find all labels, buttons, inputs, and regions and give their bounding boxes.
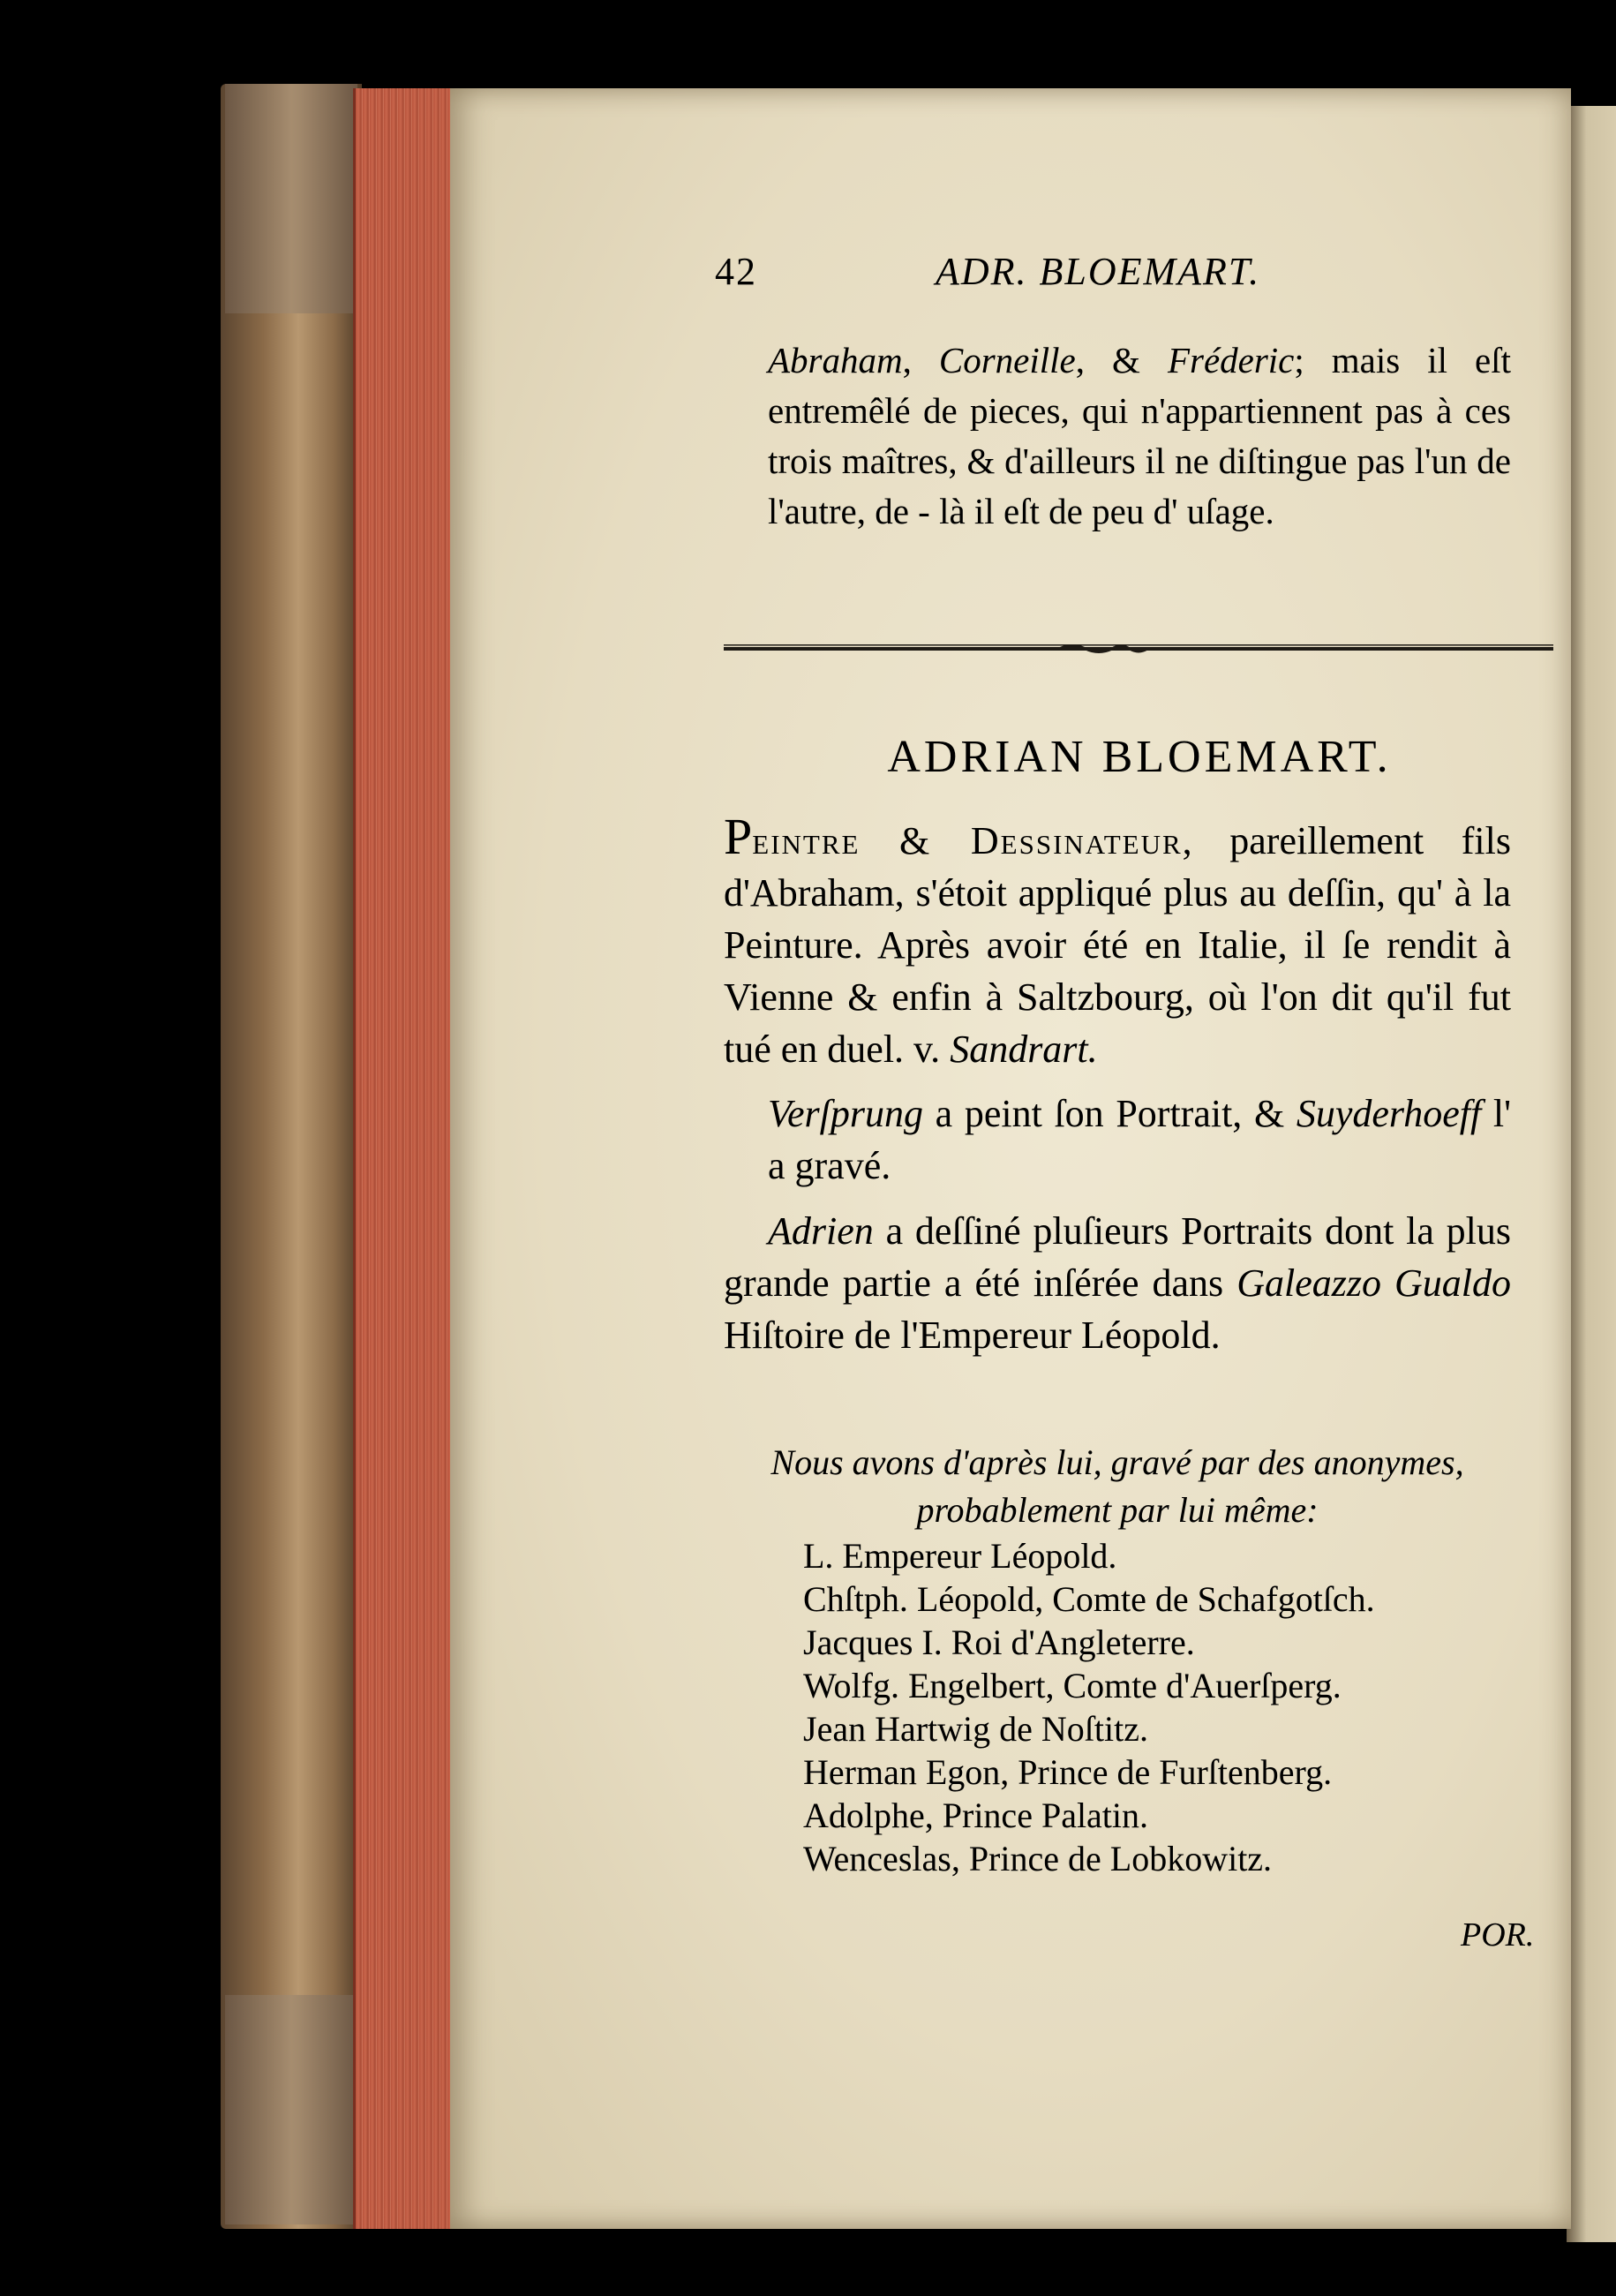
portrait-text: a peint ſon Portrait, & (935, 1092, 1285, 1135)
list-item: Jean Hartwig de Noſtitz. (803, 1709, 1148, 1749)
book-spine (221, 84, 362, 2229)
spine-band-top (225, 84, 357, 313)
ornamental-rule (724, 643, 1553, 655)
drawings-text-end: Hiſtoire de l'Empereur Léopold. (724, 1314, 1221, 1357)
artist-name: Adrien (768, 1209, 874, 1253)
list-item: Wolfg. Engelbert, Comte d'Auerſperg. (803, 1666, 1342, 1705)
name-frederic: Fréderic (1167, 340, 1295, 380)
biography-text: , pareillement fils d'Abraham, s'étoit appliqué plus au deſſin, qu' à la Peinture. Après avoir été en Italie, il ſe rendit à Vienne & enfin à Saltzbourg, où l'on dit qu'il fut tué en duel. v. (724, 819, 1511, 1071)
red-page-edges (353, 88, 453, 2229)
portrait-text-end: l' a gravé. (768, 1092, 1512, 1187)
continuation-text: ; mais il eſt entremêlé de pieces, qui n'appartiennent pas à ces trois maîtres, & d'ailleurs il ne diſtingue pas l'un de l'autre, de - là il eſt de peu d' uſage. (768, 340, 1512, 531)
painter-name: Verſprung (768, 1092, 923, 1135)
page-number: 42 (715, 250, 757, 293)
list-item: Jacques I. Roi d'Angleterre. (803, 1622, 1195, 1662)
name-corneille: Corneille (938, 340, 1076, 380)
list-item: L. Empereur Léopold. (803, 1536, 1117, 1576)
running-title: ADR. BLOEMART. (936, 250, 1261, 293)
engravings-intro: Nous avons d'après lui, gravé par des anonymes, probablement par lui même: (770, 1442, 1464, 1530)
ampersand: & (1112, 340, 1140, 380)
portrait-paragraph (768, 1088, 1511, 1192)
book-author: Galeazzo Gualdo (1236, 1261, 1512, 1305)
catchword: POR. (1461, 1916, 1535, 1953)
reference-sandrart: Sandrart. (950, 1028, 1098, 1071)
biography-paragraph (724, 810, 1511, 1075)
engravings-list (803, 1534, 1527, 1880)
spine-band-bottom (225, 1995, 357, 2224)
profession-smallcaps: eintre & Dessinateur (752, 819, 1183, 862)
list-item: Wenceslas, Prince de Lobkowitz. (803, 1839, 1273, 1878)
continuation-paragraph: Abraham, Corneille, & Fréderic; mais il eſt entremêlé de pieces, qui n'appartiennent pas à ces trois maîtres, & d'ailleurs il ne diſtingue pas l'un de l'autre, de - là il eſt de peu d' uſage. (768, 340, 1512, 531)
facing-page-edge (1567, 106, 1616, 2242)
list-item: Herman Egon, Prince de Furſtenberg. (803, 1752, 1333, 1792)
name-abraham: Abraham (768, 340, 903, 380)
engraver-name: Suyderhoeff (1296, 1092, 1482, 1135)
running-header (715, 249, 1386, 302)
list-item: Chſtph. Léopold, Comte de Schafgotſch. (803, 1579, 1375, 1619)
drawings-text: a deſſiné pluſieurs Portraits dont la plus grande partie a été inſérée dans (724, 1209, 1511, 1305)
section-title: ADRIAN BLOEMART. (887, 732, 1392, 782)
drawings-paragraph (724, 1205, 1511, 1361)
drop-letter: P (724, 808, 753, 865)
list-item: Adolphe, Prince Palatin. (803, 1795, 1149, 1835)
